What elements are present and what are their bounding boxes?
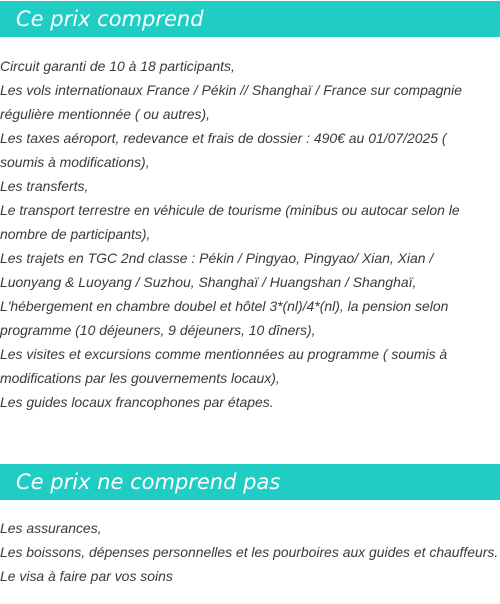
- included-line: nombre de participants),: [0, 226, 151, 242]
- included-line: régulière mentionnée ( ou autres),: [0, 106, 211, 122]
- section-title-excluded: Ce prix ne comprend pas: [0, 464, 500, 500]
- included-line: Les transferts,: [0, 178, 89, 194]
- excluded-line: Le visa à faire par vos soins: [0, 568, 173, 584]
- included-line: Circuit garanti de 10 à 18 participants,: [0, 58, 235, 74]
- excluded-line: Les boissons, dépenses personnelles et les pourboires aux guides et chauffeurs.: [0, 544, 499, 560]
- excluded-list: [0, 516, 500, 588]
- included-line: programme (10 déjeuners, 9 déjeuners, 10 dîners),: [0, 322, 316, 338]
- included-line: Les trajets en TGC 2nd classe : Pékin / Pingyao, Pingyao/ Xian, Xian /: [0, 250, 434, 266]
- included-line: soumis à modifications),: [0, 154, 150, 170]
- included-line: Les visites et excursions comme mentionnées au programme ( soumis à: [0, 346, 448, 362]
- included-line: modifications par les gouvernements locaux),: [0, 370, 280, 386]
- included-line: Le transport terrestre en véhicule de tourisme (minibus ou autocar selon le: [0, 202, 460, 218]
- included-list: [0, 54, 500, 414]
- included-line: Les guides locaux francophones par étapes.: [0, 394, 274, 410]
- included-line: Les taxes aéroport, redevance et frais de dossier : 490€ au 01/07/2025 (: [0, 130, 447, 146]
- included-line: L'hébergement en chambre doubel et hôtel 3*(nl)/4*(nl), la pension selon: [0, 298, 449, 314]
- included-line: Luonyang & Luoyang / Suzhou, Shanghaï / Huangshan / Shanghaï,: [0, 274, 417, 290]
- included-line: Les vols internationaux France / Pékin // Shanghaï / France sur compagnie: [0, 82, 462, 98]
- section-title-included: Ce prix comprend: [0, 1, 500, 37]
- excluded-line: Les assurances,: [0, 520, 102, 536]
